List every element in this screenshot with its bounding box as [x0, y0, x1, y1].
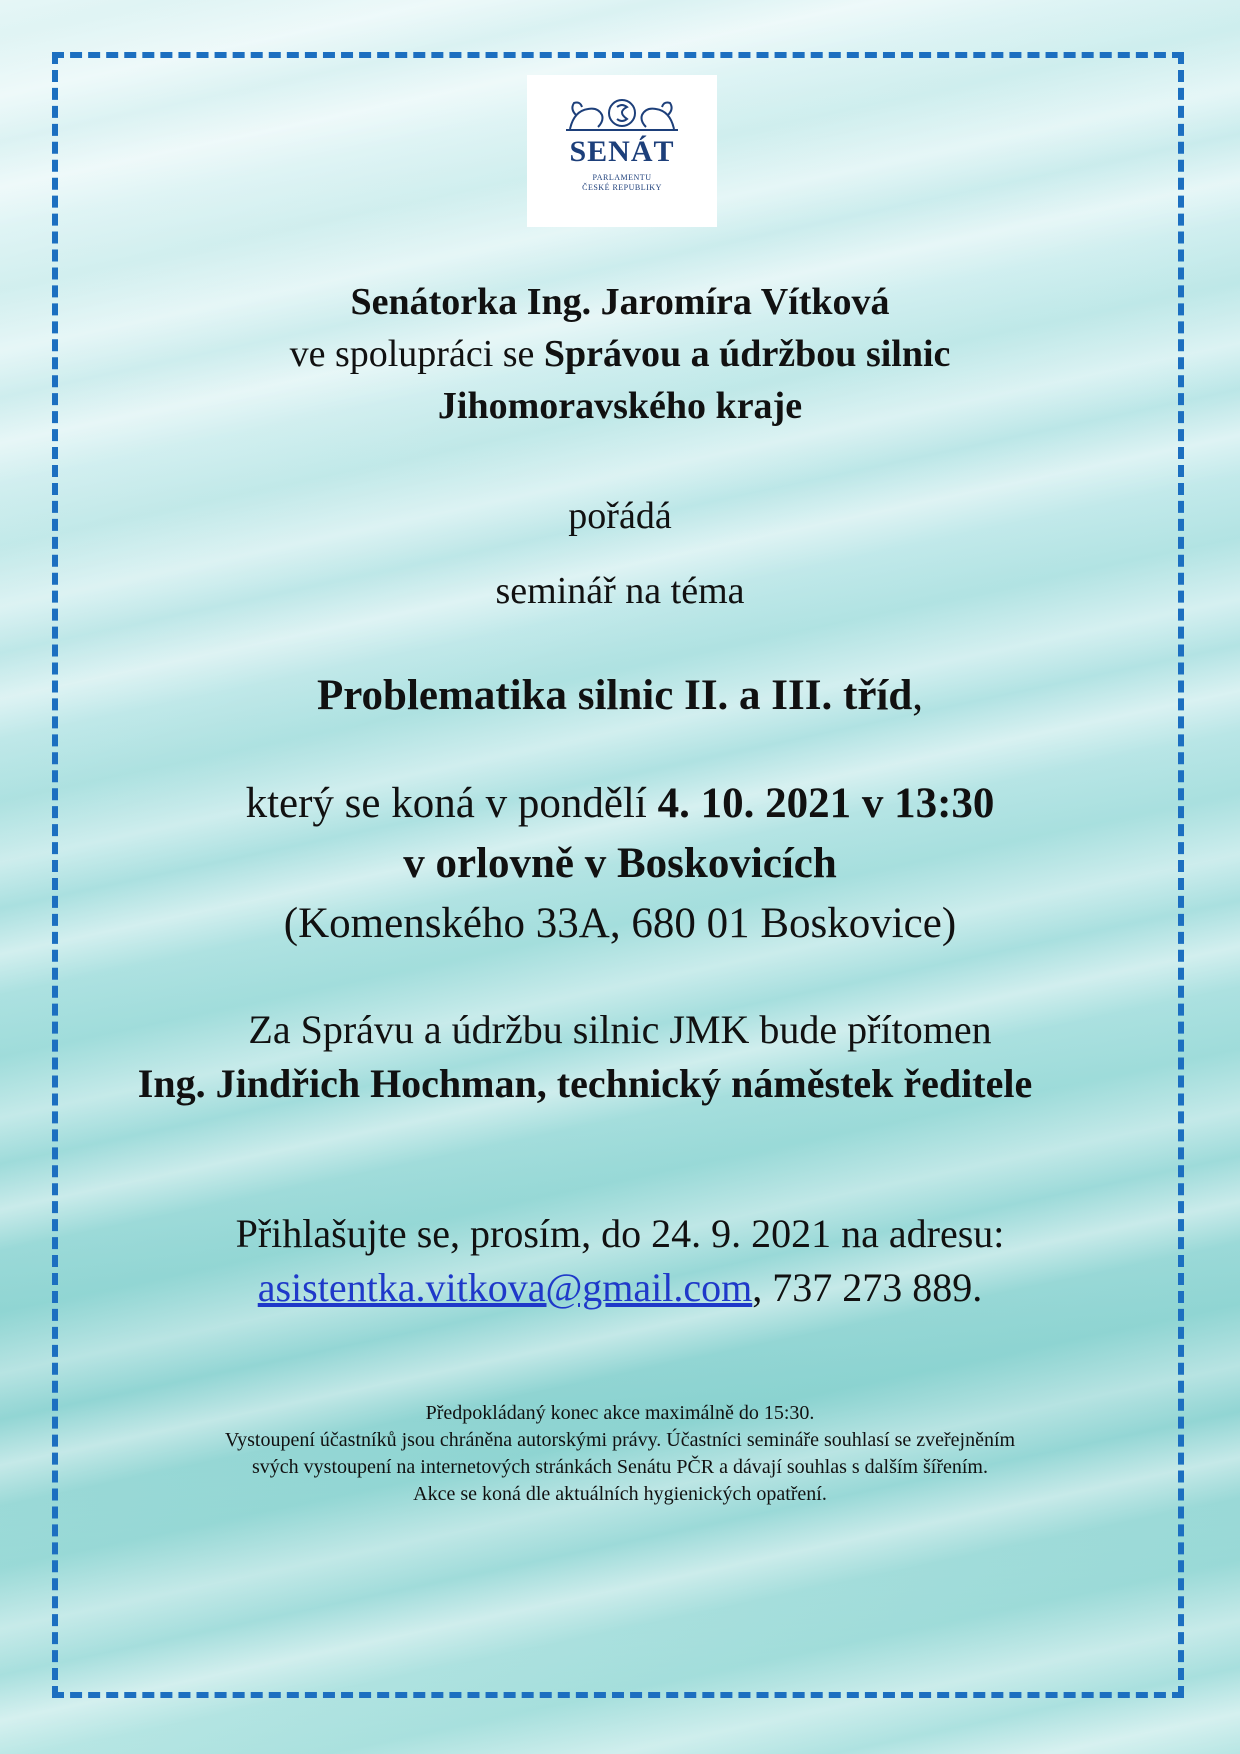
- guest-name: Ing. Jindřich Hochman, technický náměstek ředitele: [137, 1061, 1033, 1106]
- footer-line: svých vystoupení na internetových stránkách Senátu PČR a dávají souhlas s dalším šířením.: [252, 1456, 988, 1478]
- footer-line: Předpokládaný konec akce maximálně do 15:30.: [425, 1402, 815, 1424]
- registration-block: [0, 1207, 1240, 1315]
- guest-intro: Za Správu a údržbu silnic JMK bude přítomen: [248, 1007, 992, 1052]
- event-place: v orlovně v Boskovicích: [403, 840, 837, 887]
- registration-contact: [0, 1261, 1240, 1315]
- registration-deadline: Přihlašujte se, prosím, do 24. 9. 2021 na adresu:: [235, 1211, 1005, 1256]
- senat-logo: [527, 75, 717, 227]
- seminar-title: Problematika silnic II. a III. tříd,: [316, 672, 924, 719]
- email-link[interactable]: asistentka.vitkova@gmail.com: [257, 1265, 753, 1310]
- event-address: (Komenského 33A, 680 01 Boskovice): [283, 900, 957, 947]
- region-line: Jihomoravského kraje: [437, 385, 803, 427]
- phone-number: , 737 273 889.: [752, 1265, 983, 1310]
- cooperation-line: ve spolupráci se Správou a údržbou silnic: [289, 333, 951, 375]
- organizer-block: [0, 276, 1240, 432]
- senator-name: Senátorka Ing. Jaromíra Vítková: [350, 281, 890, 323]
- logo-subtitle: PARLAMENTU ČESKÉ REPUBLIKY: [582, 173, 662, 192]
- lions-emblem-icon: [562, 93, 682, 133]
- footer-notes: [0, 1400, 1240, 1508]
- organizes-text: pořádá: [568, 495, 672, 537]
- footer-line: Vystoupení účastníků jsou chráněna autorskými právy. Účastníci semináře souhlasí se zveřejněním: [224, 1429, 1016, 1451]
- footer-line: Akce se koná dle aktuálních hygienických opatření.: [413, 1483, 827, 1505]
- seminar-topic-label: seminář na téma: [495, 570, 745, 612]
- guest-block: [0, 1003, 1240, 1111]
- event-date-line: který se koná v pondělí 4. 10. 2021 v 13:30: [245, 780, 995, 827]
- logo-wordmark: SENÁT: [569, 135, 675, 168]
- event-details: [0, 774, 1240, 954]
